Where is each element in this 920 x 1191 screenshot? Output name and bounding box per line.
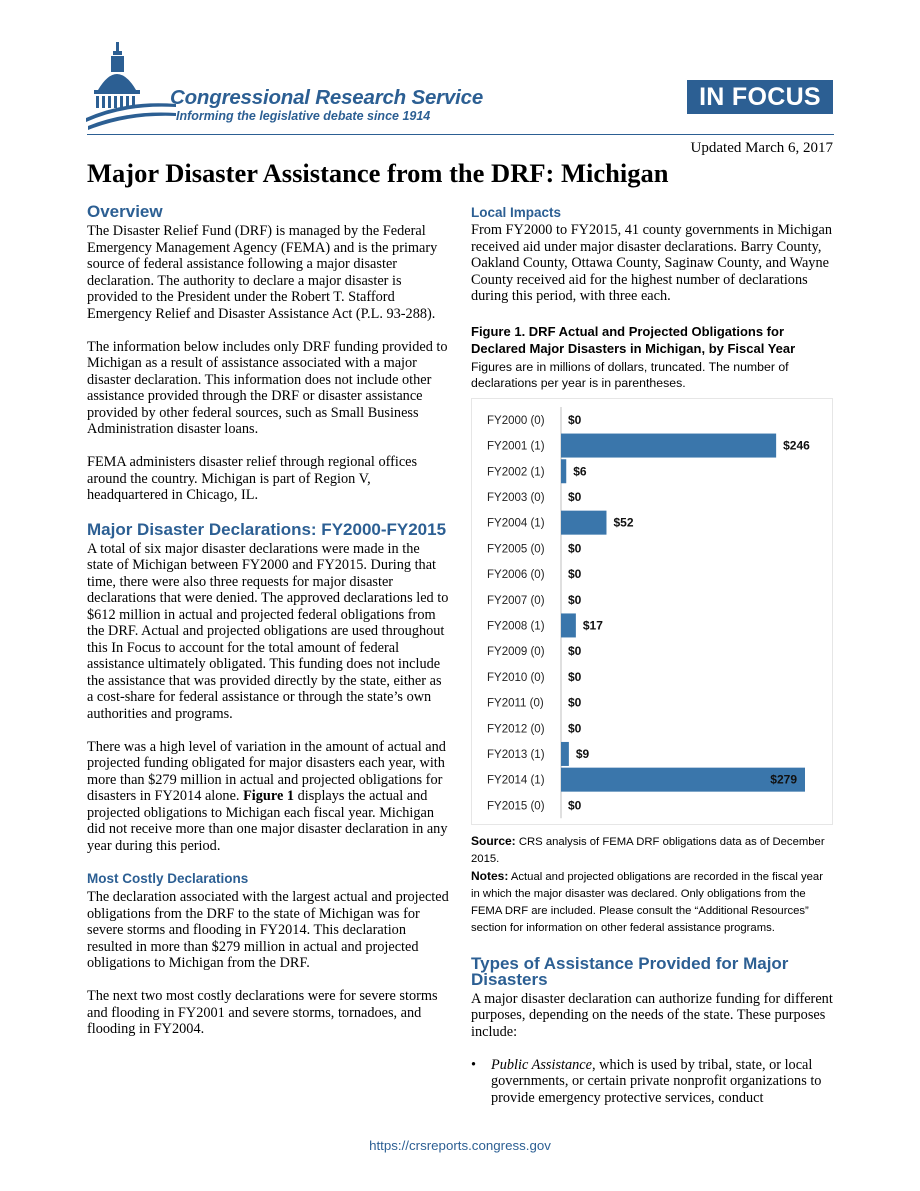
chart-bar: [561, 459, 566, 483]
chart-category-label: FY2001 (1): [487, 440, 545, 453]
figure-title: Figure 1. DRF Actual and Projected Obligations for Declared Major Disasters in Michigan, by Fiscal Year: [471, 323, 796, 356]
chart-value-label: $0: [568, 797, 582, 812]
chart-category-label: FY2007 (0): [487, 594, 545, 607]
declarations-paragraph-2: There was a high level of variation in the amount of actual and projected funding obligated for major disasters each year, with more than $279 million in actual and projected obligations for disasters in FY2014 alone. Figure 1 displays the actual and projected obligations to Michigan each fiscal year. Michigan did not receive more than one major disaster declaration in any year during this period.: [87, 738, 448, 854]
overview-paragraph-3: FEMA administers disaster relief through regional offices around the country. Michigan is part of Region V, headquartered in Chicago, IL.: [87, 454, 418, 503]
overview-paragraph-1: The Disaster Relief Fund (DRF) is managed by the Federal Emergency Management Agency (FEMA) and is the primary source of federal assistance following a major disaster declaration. The authority to declare a major disaster is provided to the President under the Robert T. Stafford Emergency Relief and Disaster Assistance Act (P.L. 93-288).: [87, 223, 438, 322]
chart-value-label: $0: [568, 566, 582, 581]
declarations-paragraph-1: A total of six major disaster declarations were made in the state of Michigan between FY2000 and FY2015. During that time, there were also three requests for major disaster declarations that were denied. The approved declarations led to $612 million in actual and projected federal obligations from the DRF. Actual and projected obligations are used throughout this In Focus to account for the total amount of federal assistance ultimately obligated. This funding does not include the assistance that was provided directly by the state, either as a cost-share for federal assistance or through the state’s own authorities and programs.: [87, 540, 449, 722]
chart-value-label: $6: [573, 463, 587, 478]
declarations-heading: Major Disaster Declarations: FY2000-FY2015: [87, 519, 447, 539]
chart-category-label: FY2008 (1): [487, 619, 545, 632]
right-column: [471, 202, 833, 1106]
chart-value-label: $0: [568, 695, 582, 710]
chart-value-label: $0: [568, 643, 582, 658]
chart-value-label: $17: [582, 617, 603, 632]
chart-category-label: FY2000 (0): [487, 414, 545, 427]
overview-heading: Overview: [87, 202, 163, 221]
chart-category-label: FY2014 (1): [487, 774, 545, 787]
chart-value-label: $246: [783, 438, 810, 453]
figure-source: Source: CRS analysis of FEMA DRF obligations data as of December 2015.: [471, 833, 825, 865]
updated-date: Updated March 6, 2017: [690, 140, 833, 156]
chart-value-label: $279: [770, 772, 797, 787]
in-focus-badge: IN FOCUS: [687, 80, 833, 114]
chart-category-label: FY2004 (1): [487, 517, 545, 530]
chart-value-label: $52: [613, 515, 634, 530]
chart-value-label: $9: [575, 746, 590, 761]
assistance-types-list: [471, 1057, 833, 1107]
figure-notes: Notes: Actual and projected obligations are recorded in the fiscal year in which the major disaster was declared. Only obligations from the FEMA DRF are included. Please consult the “Additional Resources” section for information on other federal assistance programs.: [471, 868, 823, 934]
chart-bar: [561, 433, 776, 457]
list-item: • Public Assistance, which is used by tribal, state, or local governments, or certain private nonprofit organizations to provide emergency protective services, conduct: [471, 1056, 822, 1106]
chart-bar: [561, 510, 606, 534]
bullet-icon: •: [471, 1056, 477, 1073]
org-name: Congressional Research Service: [170, 86, 484, 109]
chart-category-label: FY2003 (0): [487, 491, 545, 504]
chart-value-label: $0: [568, 412, 582, 427]
chart-bar: [561, 741, 569, 765]
obligations-bar-chart: [471, 398, 833, 825]
chart-category-label: FY2011 (0): [487, 697, 544, 710]
figure-1-reference: Figure 1: [243, 788, 295, 804]
page-title: Major Disaster Assistance from the DRF: Michigan: [87, 158, 669, 188]
chart-bar: [561, 767, 805, 791]
chart-value-label: $0: [568, 489, 582, 504]
costly-heading: Most Costly Declarations: [87, 871, 249, 886]
header-rule: [87, 134, 834, 135]
costly-paragraph-2: The next two most costly declarations were for severe storms and flooding in FY2001 and severe storms, tornadoes, and flooding in FY2004.: [87, 988, 438, 1037]
chart-category-label: FY2013 (1): [487, 748, 545, 761]
chart-svg: [472, 399, 832, 824]
chart-bar: [561, 613, 576, 637]
chart-category-label: FY2009 (0): [487, 645, 545, 658]
chart-category-label: FY2005 (0): [487, 542, 545, 555]
chart-value-label: $0: [568, 540, 582, 555]
chart-value-label: $0: [568, 669, 582, 684]
chart-category-label: FY2015 (0): [487, 799, 545, 812]
local-impacts-heading: Local Impacts: [471, 205, 562, 220]
org-tagline: Informing the legislative debate since 1914: [176, 109, 431, 123]
types-heading: Types of Assistance Provided for Major Disasters: [471, 953, 789, 989]
chart-category-label: FY2010 (0): [487, 671, 545, 684]
chart-value-label: $0: [568, 720, 582, 735]
left-column: [87, 202, 449, 1038]
figure-subtitle: Figures are in millions of dollars, truncated. The number of declarations per year is in parentheses.: [471, 359, 789, 390]
chart-category-label: FY2012 (0): [487, 722, 545, 735]
chart-value-label: $0: [568, 592, 582, 607]
types-paragraph: A major disaster declaration can authorize funding for different purposes, depending on the needs of the state. These purposes include:: [471, 990, 833, 1040]
local-impacts-paragraph: From FY2000 to FY2015, 41 county governments in Michigan received aid under major disaster declarations. Barry County, Oakland County, Ottawa County, Saginaw County, and Wayne County received aid for the highest number of declarations during this period, with three each.: [471, 222, 832, 304]
footer-url[interactable]: https://crsreports.congress.gov: [369, 1138, 551, 1153]
crs-capitol-dome-logo: [86, 40, 176, 130]
overview-paragraph-2: The information below includes only DRF funding provided to Michigan as a result of assistance associated with a major disaster declaration. This information does not include other assistance provided through the DRF or disaster assistance provided by other federal sources, such as Small Business Administration disaster loans.: [87, 338, 448, 437]
chart-category-label: FY2002 (1): [487, 465, 545, 478]
costly-paragraph-1: The declaration associated with the largest actual and projected obligations from the DRF to the state of Michigan was for severe storms and flooding in FY2014. This declaration resulted in more than $279 million in actual and projected obligations to Michigan from the DRF.: [87, 889, 449, 971]
chart-category-label: FY2006 (0): [487, 568, 545, 581]
